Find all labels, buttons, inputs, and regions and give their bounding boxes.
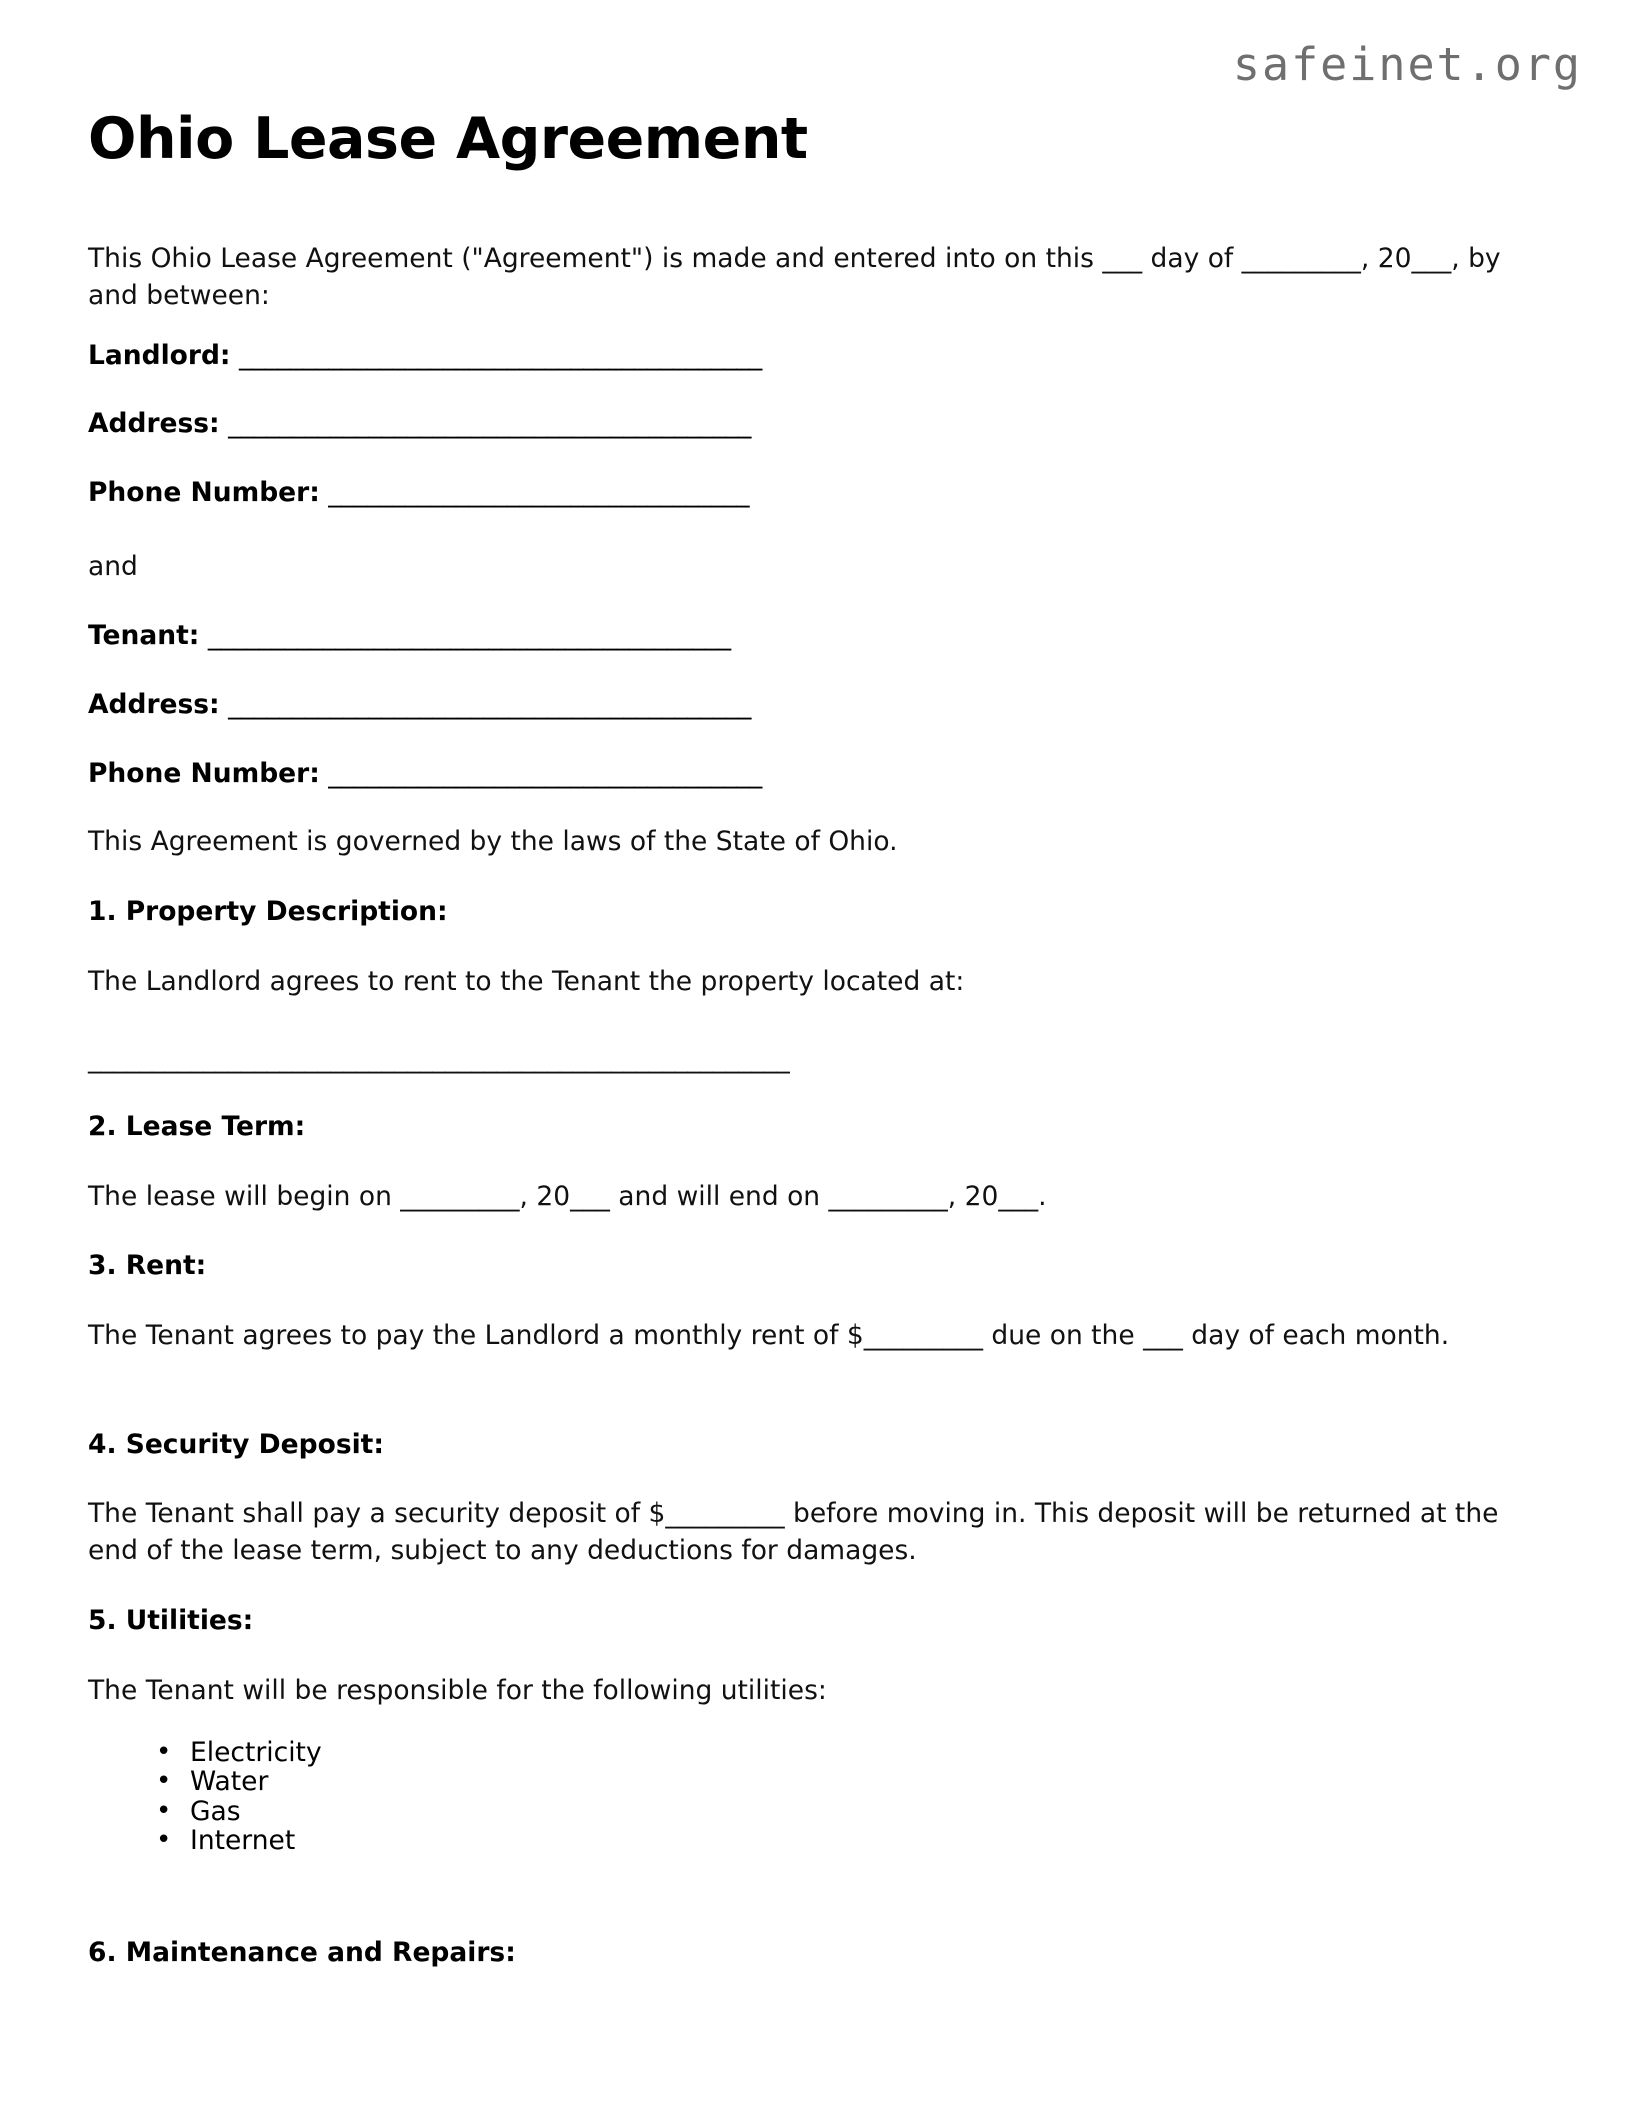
section-body-5: The Tenant will be responsible for the following utilities: <box>88 1675 827 1706</box>
page-title: Ohio Lease Agreement <box>88 106 808 172</box>
section-body-1: The Landlord agrees to rent to the Tenant the property located at: <box>88 966 965 997</box>
tenant-address-field <box>88 686 751 723</box>
utilities-list <box>88 1738 322 1856</box>
tenant-phone-field <box>88 755 762 792</box>
section-heading-2: 2. Lease Term: <box>88 1111 306 1142</box>
landlord-address-field <box>88 405 751 442</box>
landlord-phone-field <box>88 474 749 511</box>
list-item: • Electricity <box>156 1738 322 1767</box>
landlord-label: Landlord: <box>88 340 231 371</box>
site-watermark: safeinet.org <box>1232 38 1582 91</box>
section-heading-4: 4. Security Deposit: <box>88 1429 384 1460</box>
tenant-blank[interactable]: _________________________________________ <box>207 620 731 651</box>
property-description-blank[interactable]: _______________________________________________________ <box>88 1043 790 1074</box>
section-heading-5: 5. Utilities: <box>88 1605 254 1636</box>
tenant-phone-label: Phone Number: <box>88 758 320 789</box>
conjunction-and: and <box>88 551 138 582</box>
list-item: • Water <box>156 1767 322 1796</box>
landlord-phone-label: Phone Number: <box>88 477 320 508</box>
landlord-field <box>88 337 762 374</box>
tenant-address-blank[interactable]: _________________________________________ <box>228 689 751 720</box>
section-body-4: The Tenant shall pay a security deposit of $_________ before moving in. This deposit will be returned at the end of the lease term, subject to any deductions for damages. <box>88 1498 1499 1567</box>
section-body-3: The Tenant agrees to pay the Landlord a monthly rent of $_________ due on the ___ day of each month. <box>88 1320 1450 1351</box>
governing-law-paragraph: This Agreement is governed by the laws of the State of Ohio. <box>88 826 898 857</box>
section-body-2: The lease will begin on _________, 20___ and will end on _________, 20___. <box>88 1181 1047 1212</box>
landlord-address-blank[interactable]: _________________________________________ <box>228 408 751 439</box>
landlord-blank[interactable]: _________________________________________ <box>238 340 762 371</box>
landlord-phone-blank[interactable]: _________________________________ <box>328 477 750 508</box>
list-item: • Internet <box>156 1826 322 1855</box>
section-heading-3: 3. Rent: <box>88 1250 207 1281</box>
list-item: • Gas <box>156 1797 322 1826</box>
tenant-label: Tenant: <box>88 620 200 651</box>
section-heading-1: 1. Property Description: <box>88 896 448 927</box>
landlord-address-label: Address: <box>88 408 220 439</box>
tenant-address-label: Address: <box>88 689 220 720</box>
tenant-phone-blank[interactable]: __________________________________ <box>328 758 762 789</box>
intro-paragraph: This Ohio Lease Agreement ("Agreement") is made and entered into on this ___ day of _________, 20___, by and between: <box>88 243 1501 312</box>
section-heading-6: 6. Maintenance and Repairs: <box>88 1937 516 1968</box>
tenant-field <box>88 617 731 654</box>
